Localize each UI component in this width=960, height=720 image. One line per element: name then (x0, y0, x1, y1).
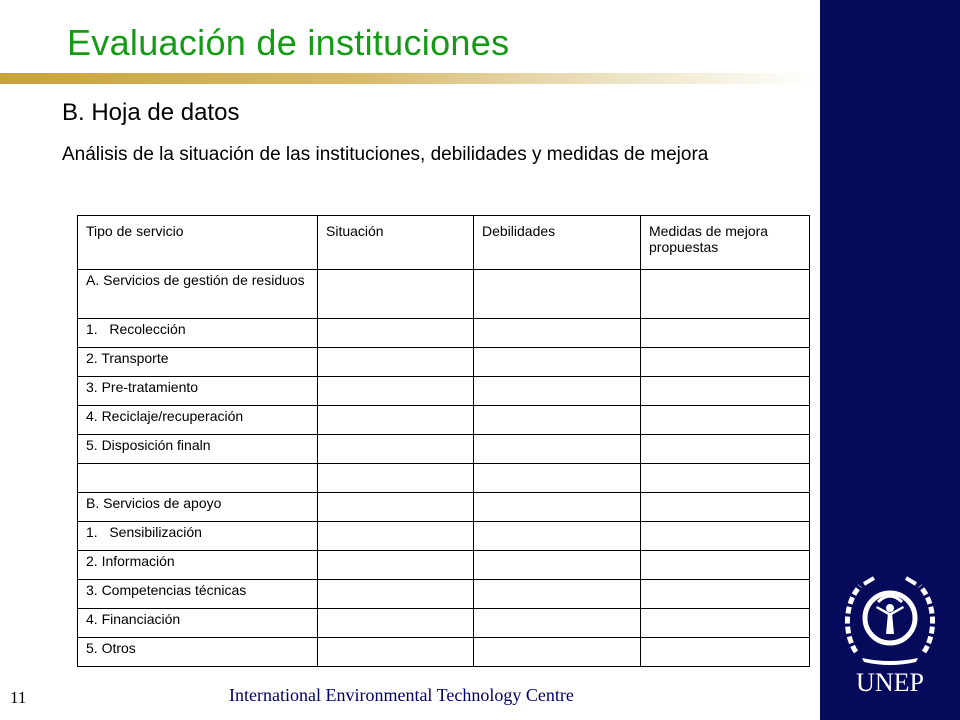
table-cell (474, 319, 641, 348)
table-cell (641, 348, 810, 377)
table-cell (318, 609, 474, 638)
table-cell (641, 406, 810, 435)
table-cell (318, 319, 474, 348)
table-row (78, 638, 810, 667)
table-cell (474, 522, 641, 551)
table-row (78, 493, 810, 522)
table-header-row (78, 216, 810, 270)
table-cell (318, 377, 474, 406)
table-row (78, 522, 810, 551)
row-label: 4. Reciclaje/recuperación (78, 406, 318, 435)
table-cell (474, 580, 641, 609)
table-cell (318, 406, 474, 435)
table-cell (641, 464, 810, 493)
table-cell (641, 493, 810, 522)
header-tipo-de-servicio: Tipo de servicio (78, 216, 318, 270)
footer-organization: International Environmental Technology Centre (229, 685, 574, 705)
unep-logo-text: UNEP (856, 668, 924, 697)
table-row (78, 580, 810, 609)
row-label: 3. Pre-tratamiento (78, 377, 318, 406)
table-cell (474, 609, 641, 638)
table-cell (474, 406, 641, 435)
row-label: 4. Financiación (78, 609, 318, 638)
table-cell (318, 580, 474, 609)
row-label: 5. Disposición finaln (78, 435, 318, 464)
table-cell (641, 580, 810, 609)
table-cell (474, 638, 641, 667)
slide-subheading: B. Hoja de datos (62, 99, 240, 126)
row-label: 1. Recolección (78, 319, 318, 348)
row-label: 2. Transporte (78, 348, 318, 377)
table-row (78, 551, 810, 580)
table-cell (641, 609, 810, 638)
slide-title: Evaluación de instituciones (67, 22, 510, 63)
table-cell (474, 270, 641, 319)
header-situacion: Situación (318, 216, 474, 270)
table-row (78, 464, 810, 493)
table-cell (641, 522, 810, 551)
header-debilidades: Debilidades (474, 216, 641, 270)
table-cell (318, 435, 474, 464)
row-label (78, 464, 318, 493)
page-number: 11 (10, 688, 27, 707)
table-cell (318, 464, 474, 493)
table-cell (641, 270, 810, 319)
table-cell (641, 319, 810, 348)
table-cell (474, 435, 641, 464)
table-cell (641, 377, 810, 406)
row-label: B. Servicios de apoyo (78, 493, 318, 522)
table-row (78, 609, 810, 638)
row-label: 3. Competencias técnicas (78, 580, 318, 609)
header-medidas-de-mejora: Medidas de mejora propuestas (641, 216, 810, 270)
row-label: A. Servicios de gestión de residuos (78, 270, 318, 319)
table-cell (318, 522, 474, 551)
table-cell (474, 348, 641, 377)
row-label: 2. Información (78, 551, 318, 580)
table-row (78, 270, 810, 319)
row-label: 5. Otros (78, 638, 318, 667)
table-cell (318, 270, 474, 319)
title-underline-rule (0, 73, 820, 84)
slide-description: Análisis de la situación de las instituciones, debilidades y medidas de mejora (62, 144, 709, 165)
table-cell (641, 435, 810, 464)
table-row (78, 435, 810, 464)
table-row (78, 348, 810, 377)
unep-laurel-emblem-icon (838, 572, 942, 666)
table-cell (474, 377, 641, 406)
table-cell (474, 493, 641, 522)
unep-sidebar (820, 0, 960, 720)
table-cell (641, 551, 810, 580)
table-row (78, 319, 810, 348)
table-cell (318, 551, 474, 580)
table-cell (318, 493, 474, 522)
institution-assessment-table (77, 215, 810, 667)
table-cell (318, 638, 474, 667)
table-row (78, 377, 810, 406)
table-row (78, 406, 810, 435)
table-cell (474, 551, 641, 580)
row-label: 1. Sensibilización (78, 522, 318, 551)
table-cell (318, 348, 474, 377)
table-cell (474, 464, 641, 493)
table-cell (641, 638, 810, 667)
